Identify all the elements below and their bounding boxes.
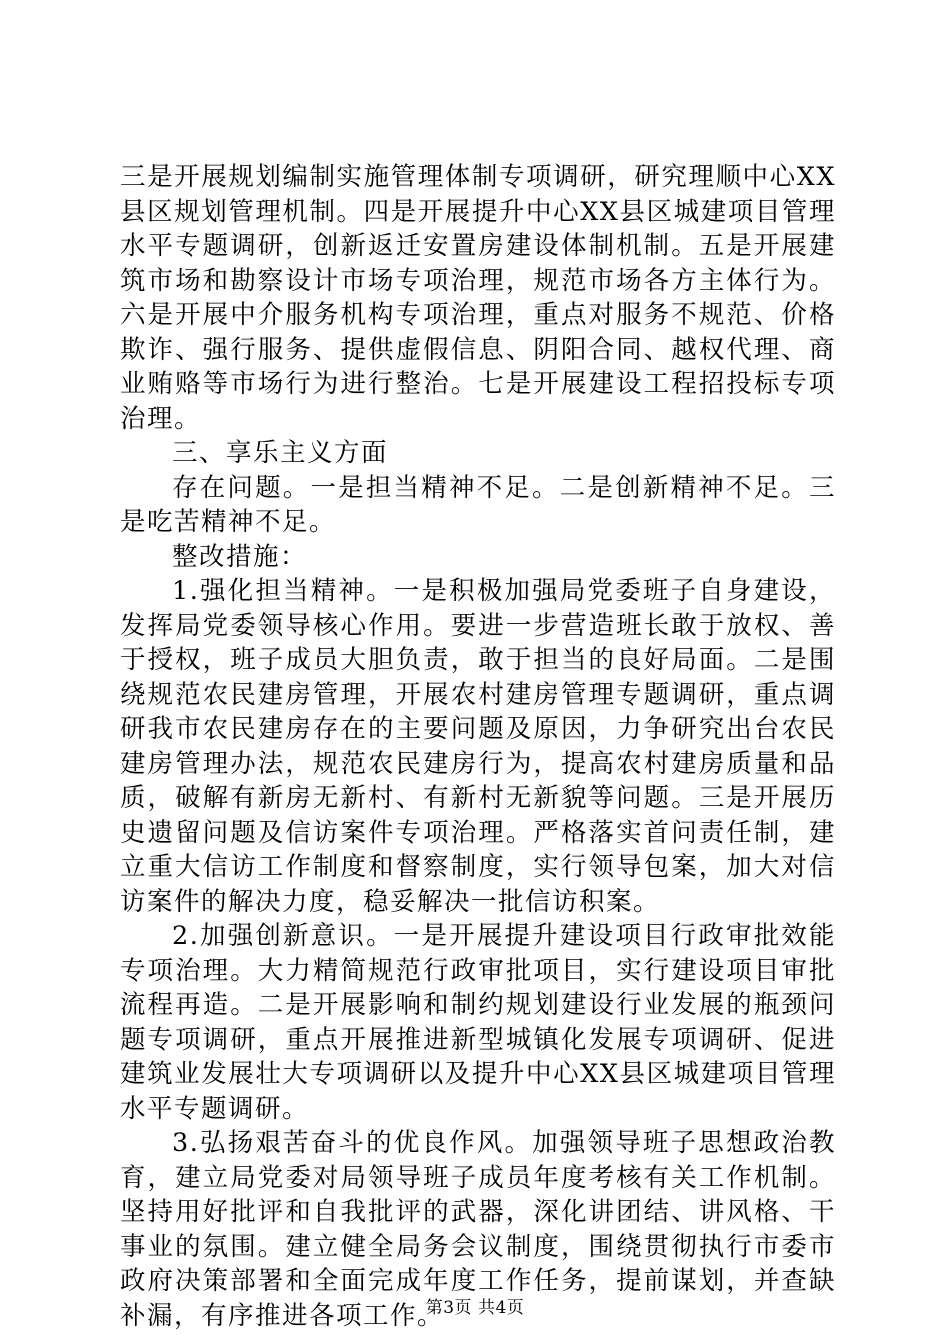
paragraph-measure-3: 3.弘扬艰苦奋斗的优良作风。加强领导班子思想政治教育，建立局党委对局领导班子成员年度考核有关工作机制。坚持用好批评和自我批评的武器，深化讲团结、讲风格、干事业的氛围。建立健全局务会议制度，围绕贯彻执行市委市政府决策部署和全面完成年度工作任务，提前谋划，并查缺补漏，有序推进各项工作。 [120,1128,836,1331]
paragraph-measure-2: 2.加强创新意识。一是开展提升建设项目行政审批效能专项治理。大力精简规范行政审批项目，实行建设项目审批流程再造。二是开展影响和制约规划建设行业发展的瓶颈问题专项调研，重点开展推进新型城镇化发展专项调研、促进建筑业发展壮大专项调研以及提升中心XX县区城建项目管理水平专题调研。 [120,921,836,1124]
section-heading-hedonism: 三、享乐主义方面 [172,438,389,468]
page-number-label: 第3页 共4页 [425,1298,525,1318]
document-body [120,160,836,1333]
paragraph-existing-problems: 存在问题。一是担当精神不足。二是创新精神不足。三是吃苦精神不足。 [120,472,836,537]
paragraph-measure-1: 1.强化担当精神。一是积极加强局党委班子自身建设，发挥局党委领导核心作用。要进一步营造班长敢于放权、善于授权，班子成员大胆负责，敢于担当的良好局面。二是围绕规范农民建房管理，开展农村建房管理专题调研，重点调研我市农民建房存在的主要问题及原因，力争研究出台农民建房管理办法，规范农民建房行为，提高农村建房质量和品质，破解有新房无新村、有新村无新貌等问题。三是开展历史遗留问题及信访案件专项治理。严格落实首问责任制，建立重大信访工作制度和督察制度，实行领导包案，加大对信访案件的解决力度，稳妥解决一批信访积案。 [120,576,836,917]
paragraph-rectification-heading: 整改措施： [172,541,308,572]
paragraph-continuation: 三是开展规划编制实施管理体制专项调研，研究理顺中心XX县区规划管理机制。四是开展提升中心XX县区城建项目管理水平专题调研，创新返迁安置房建设体制机制。五是开展建筑市场和勘察设计市场专项治理，规范市场各方主体行为。六是开展中介服务机构专项治理，重点对服务不规范、价格欺诈、强行服务、提供虚假信息、阴阳合同、越权代理、商业贿赂等市场行为进行整治。七是开展建设工程招投标专项治理。 [120,162,836,434]
page-footer [0,1298,950,1318]
